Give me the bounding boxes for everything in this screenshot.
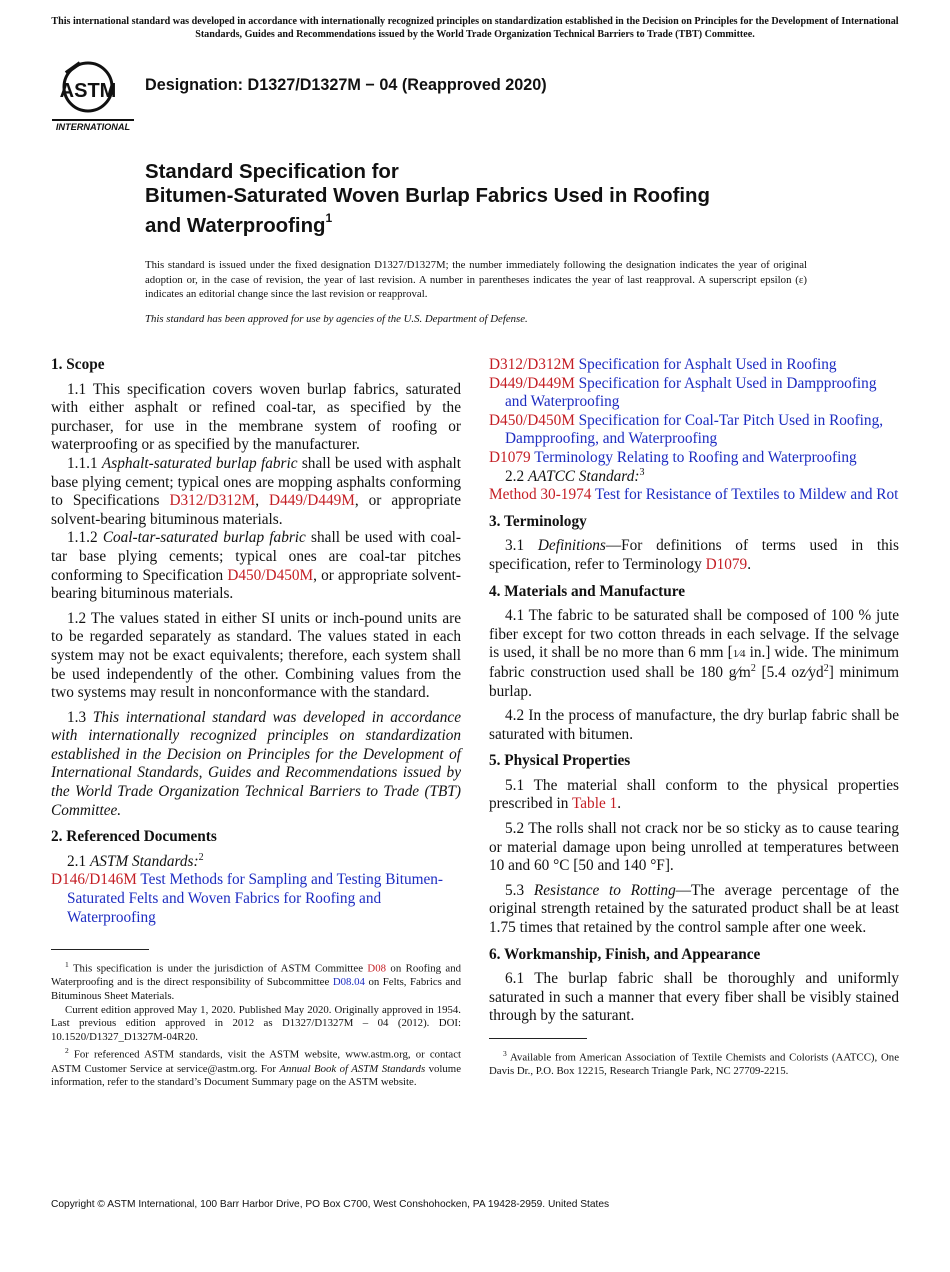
link-d312[interactable]: D312/D312M: [169, 492, 256, 510]
link-table-1[interactable]: Table 1: [571, 795, 618, 813]
section-heading-scope: 1. Scope: [51, 356, 105, 373]
link-subcommittee-d08-04[interactable]: D08.04: [332, 976, 365, 989]
para-5-1: 5.1 The material shall conform to the physical properties prescribed in Table 1.: [489, 776, 899, 813]
section-heading-materials: 4. Materials and Manufacture: [489, 582, 686, 600]
link-ref-code[interactable]: D449/D449M: [489, 374, 575, 392]
ref-item: [489, 356, 899, 375]
footnote-1: $^1$ This specification is under the jurisdiction of ASTM Committee D08 on Roofing and Waterproofing and is the direct responsibility of Subcommittee D08.04 on Felts, Fabrics and Bituminous Sheet Materials.: [51, 960, 462, 1002]
para-1-1-2: 1.1.2 Coal-tar-saturated burlap fabric shall be used with coal-tar base plying cements; typical ones are coal-tar pitches conforming to Specification D450/D450M, or appropriate solvent-bearing bituminous materials.: [51, 529, 462, 603]
ref-item: [489, 412, 899, 449]
dod-approval-note: This standard has been approved for use by agencies of the U.S. Department of Defense.: [145, 313, 528, 325]
footnote-divider: [489, 1038, 587, 1039]
link-ref-title[interactable]: Specification for Asphalt Used in Dampproofing and Waterproofing: [505, 374, 877, 411]
link-aatcc-title[interactable]: Test for Resistance of Textiles to Mildew and Rot: [591, 486, 899, 504]
section-heading-referenced-documents: 2. Referenced Documents: [51, 828, 217, 846]
ref-item: [489, 375, 899, 412]
ref-item-d146: [51, 871, 461, 927]
link-ref-title[interactable]: Terminology Relating to Roofing and Waterproofing: [530, 448, 857, 466]
right-column: [489, 356, 899, 1079]
left-column: [51, 356, 461, 1090]
link-d1079[interactable]: D1079: [705, 555, 748, 573]
footnote-2: $^2$ For referenced ASTM standards, visit the ASTM website, www.astm.org, or contact ASTM Customer Service at service@astm.org. For Annual Book of ASTM Standards volume information, refer to the standard’s Document Summary page on the ASTM website.: [51, 1046, 461, 1089]
footnote-divider: [51, 949, 149, 950]
ref-item: [489, 449, 899, 468]
logo-word: INTERNATIONAL: [55, 122, 131, 132]
title-footnote-marker: 1: [325, 211, 333, 225]
copyright-footer: Copyright © ASTM International, 100 Barr Harbor Drive, PO Box C700, West Conshohocken, PA 19428-2959. United States: [51, 1199, 610, 1210]
para-4-2: 4.2 In the process of manufacture, the dry burlap fabric shall be saturated with bitumen.: [489, 707, 899, 743]
para-1-1: 1.1 This specification covers woven burlap fabrics, saturated with either asphalt or refined coal-tar, as specified by the purchaser, for use in the membrane system of roofing or waterproofing or as specified by the manufacturer.: [51, 380, 461, 454]
para-1-2: 1.2 The values stated in either SI units or inch-pound units are to be regarded separately as standard. The values stated in each system may not be exact equivalents; therefore, each system shall be used independently of the other. Combining values from the two systems may result in nonconformance with the standard.: [51, 609, 461, 702]
standard-issue-note: This standard is issued under the fixed designation D1327/D1327M; the number immediately following the designation indicates the year of original adoption or, in the case of revision, the year of last revision. A number in parentheses indicates the year of last reapproval. A superscript epsilon (ε) indicates an editorial change since the last revision or reapproval.: [145, 259, 807, 300]
para-2-1: 2.1 ASTM Standards:$^2$: [67, 851, 204, 870]
link-ref-title[interactable]: Specification for Asphalt Used in Roofing: [574, 356, 837, 373]
link-d146-title[interactable]: Test Methods for Sampling and Testing Bitumen-Saturated Felts and Woven Fabrics for Roofing and Waterproofing: [67, 871, 444, 926]
link-d450[interactable]: D450/D450M: [227, 566, 314, 584]
para-1-1-1: 1.1.1 Asphalt-saturated burlap fabric shall be used with asphalt base plying cement; typical ones are mopping asphalts conforming to Specifications D312/D312M, D449/D449M, or appropriate solvent-bearing bituminous materials.: [51, 454, 462, 528]
para-5-2: 5.2 The rolls shall not crack nor be so sticky as to cause tearing or material damage upon being unrolled at temperatures between 10 and 60 °C [50 and 140 °F].: [489, 820, 899, 875]
title-line-3: and Waterproofing: [145, 214, 326, 237]
section-heading-physical-properties: 5. Physical Properties: [489, 752, 631, 770]
para-6-1: 6.1 The burlap fabric shall be thoroughly and uniformly saturated in such a manner that every fiber shall be visibly stained through by the saturant.: [489, 970, 899, 1025]
link-committee-d08[interactable]: D08: [367, 962, 387, 975]
footnote-3: $^3$ Available from American Association of Textile Chemists and Colorists (AATCC), One Davis Dr., P.O. Box 12215, Research Triangle Park, NC 27709-2215.: [489, 1049, 899, 1078]
link-d449[interactable]: D449/D449M: [269, 492, 355, 510]
standard-notice: This international standard was developed in accordance with internationally recognized principles on standardization established in the Decision on Principles for the Development of International Standards, Guides and Recommendations issued by the World Trade Organization Technical Barriers to Trade (TBT) Committee.: [51, 16, 899, 40]
designation: Designation: D1327/D1327M − 04 (Reapproved 2020): [145, 76, 547, 94]
link-ref-code[interactable]: D312/D312M: [489, 356, 575, 373]
link-ref-code[interactable]: D450/D450M: [489, 411, 575, 429]
section-heading-workmanship: 6. Workmanship, Finish, and Appearance: [489, 945, 761, 963]
para-3-1: 3.1 Definitions—For definitions of terms used in this specification, refer to Terminology D1079.: [489, 537, 899, 573]
title-line-2: Bitumen-Saturated Woven Burlap Fabrics Used in Roofing: [145, 185, 710, 207]
footnote-1-edition: Current edition approved May 1, 2020. Published May 2020. Originally approved in 1954. Last previous edition approved in 2012 as D1327/D1327M – 04 (2012). DOI: 10.1520/D1327_D1327M-04R20.: [51, 1003, 461, 1043]
para-5-3: 5.3 Resistance to Rotting—The average percentage of the original strength retained by the saturated product shall be at least 1.75 times that retained by the control sample after one week.: [489, 881, 899, 937]
astm-logo: [52, 57, 134, 133]
section-heading-terminology: 3. Terminology: [489, 512, 587, 530]
para-1-3: 1.3 This international standard was developed in accordance with internationally recognized principles on standardization established in the Decision on Principles for the Development of International Standards, Guides and Recommendations issued by the World Trade Organization Technical Barriers to Trade (TBT) Committee.: [51, 708, 461, 819]
para-2-2: 2.2 AATCC Standard:$^3$: [505, 466, 645, 485]
link-aatcc-method[interactable]: Method 30-1974: [489, 486, 592, 504]
page-title: [145, 160, 845, 238]
link-d146[interactable]: D146/D146M: [51, 871, 137, 889]
referenced-documents-list: [489, 356, 899, 468]
link-ref-code[interactable]: D1079: [489, 448, 531, 466]
link-ref-title[interactable]: Specification for Coal-Tar Pitch Used in Roofing, Dampproofing, and Waterproofing: [505, 411, 884, 448]
ref-item-aatcc: [489, 486, 899, 505]
para-4-1: 4.1 The fabric to be saturated shall be composed of 100 % jute fiber except for two cotton threads in each selvage. If the selvage is used, it shall be no more than 6 mm [1⁄4 in.] wide. The minimum fabric construction used shall be 180 $g⁄m^2$ [5.4 $oz⁄yd^2$] minimum burlap.: [489, 607, 899, 700]
title-line-1: Standard Specification for: [145, 161, 399, 183]
logo-letters: ASTM: [59, 80, 117, 102]
